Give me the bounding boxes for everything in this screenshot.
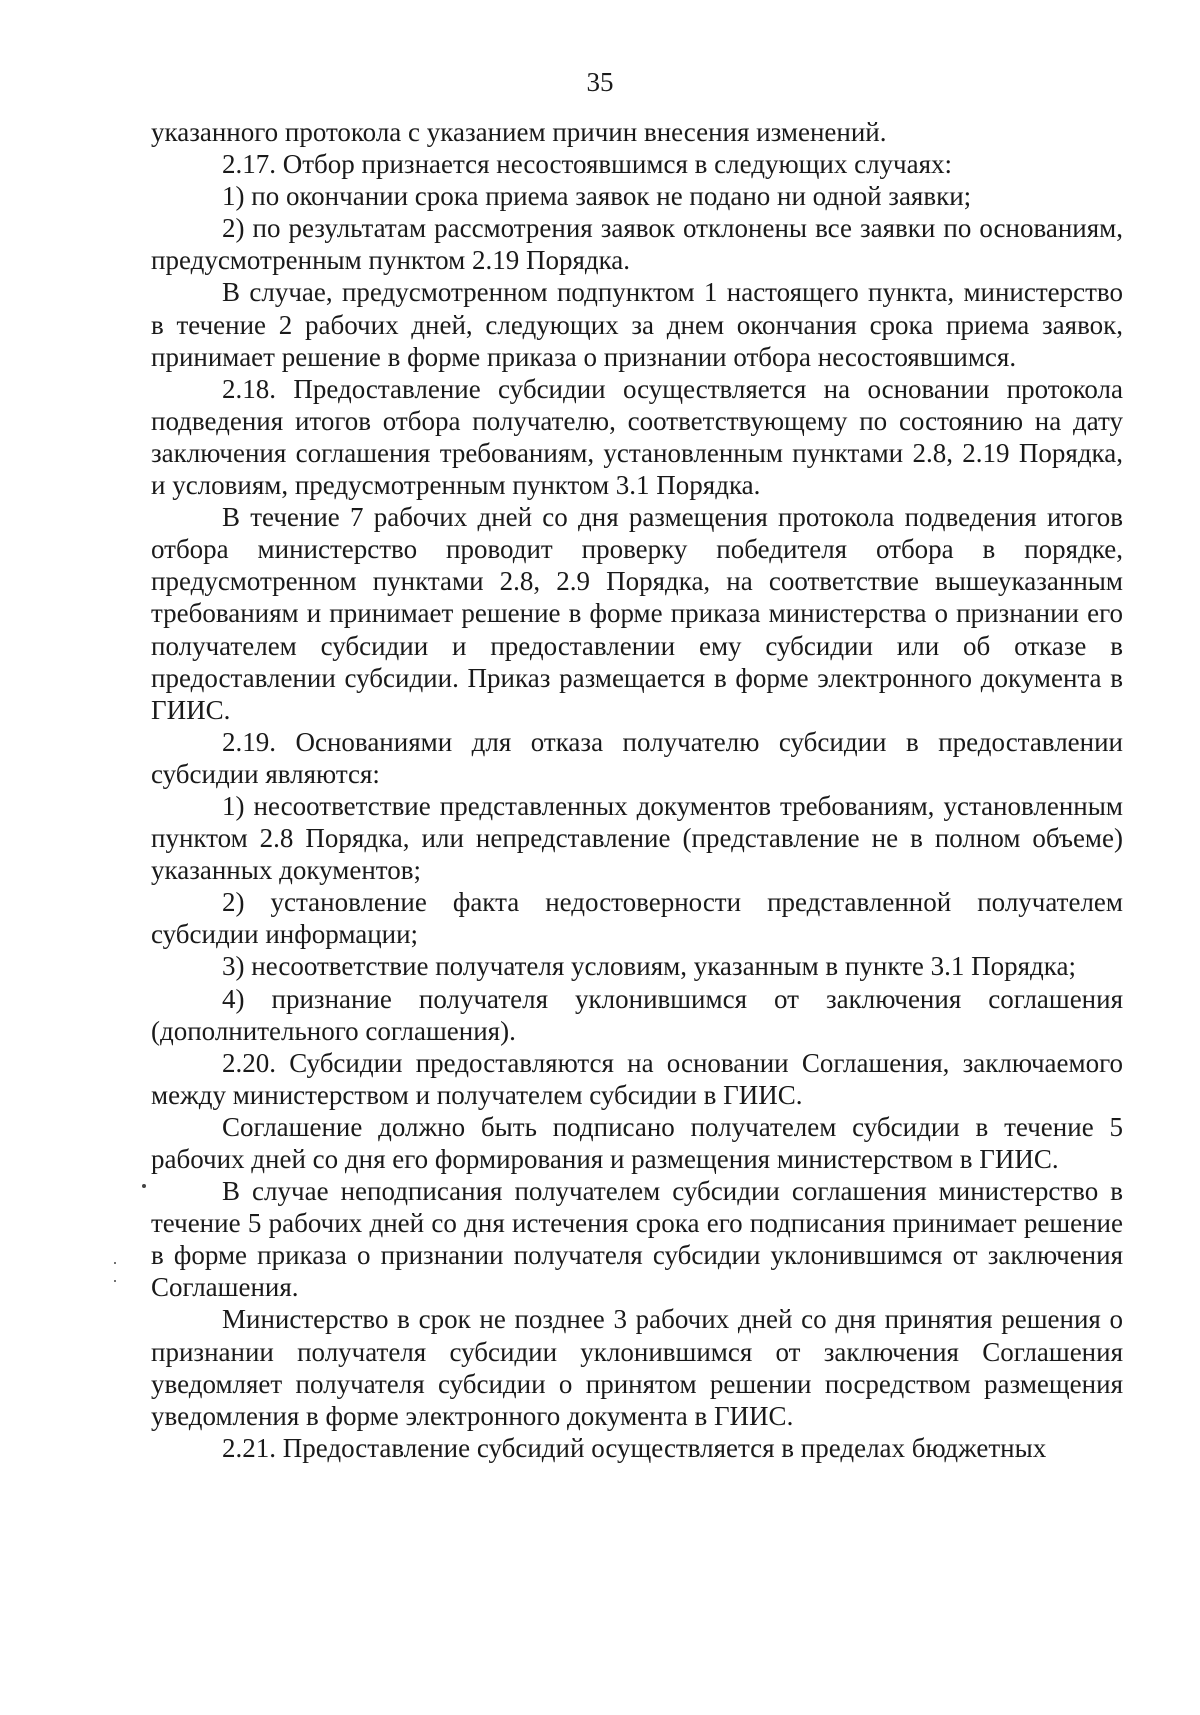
paragraph-clause-2-18-verification: В течение 7 рабочих дней со дня размещения протокола подведения итогов отбора министерство проводит проверку победителя отбора в порядке, предусмотренном пунктами 2.8, 2.9 Порядка, на соответствие вышеуказанным требованиям и принимает решение в форме приказа министерства о признании его получателем субсидии и предоставлении ему субсидии или об отказе в предоставлении субсидии. Приказ размещается в форме электронного документа в ГИИС. <box>151 502 1123 725</box>
paragraph-clause-2-19-item-2: 2) установление факта недостоверности представленной получателем субсидии информации; <box>151 887 1123 950</box>
paragraph-clause-2-19: 2.19. Основаниями для отказа получателю субсидии в предоставлении субсидии являются: <box>151 726 1123 789</box>
document-body <box>151 116 1123 1464</box>
paragraph-clause-2-17-case: В случае, предусмотренном подпунктом 1 настоящего пункта, министерство в течение 2 рабочих дней, следующих за днем окончания срока приема заявок, принимает решение в форме приказа о признании отбора несостоявшимся. <box>151 277 1123 372</box>
scan-speck <box>114 1280 116 1282</box>
paragraph-clause-2-17-item-2: 2) по результатам рассмотрения заявок отклонены все заявки по основаниям, предусмотренным пунктом 2.19 Порядка. <box>151 213 1123 276</box>
paragraph-non-signing: В случае неподписания получателем субсидии соглашения министерство в течение 5 рабочих дней со дня истечения срока его подписания принимает решение в форме приказа о признании получателя субсидии уклонившимся от заключения Соглашения. <box>151 1176 1123 1303</box>
paragraph-clause-2-19-item-1: 1) несоответствие представленных документов требованиям, установленным пунктом 2.8 Порядка, или непредставление (представление не в полном объеме) указанных документов; <box>151 790 1123 886</box>
paragraph-clause-2-19-item-3: 3) несоответствие получателя условиям, указанным в пункте 3.1 Порядка; <box>222 951 1076 982</box>
scan-speck <box>114 1262 116 1264</box>
paragraph-notification: Министерство в срок не позднее 3 рабочих дней со дня принятия решения о признании получателя субсидии уклонившимся от заключения Соглашения уведомляет получателя субсидии о принятом решении посредством размещения уведомления в форме электронного документа в ГИИС. <box>151 1304 1123 1431</box>
paragraph-clause-2-18: 2.18. Предоставление субсидии осуществляется на основании протокола подведения итогов отбора получателю, соответствующему по состоянию на дату заключения соглашения требованиям, установленным пунктами 2.8, 2.19 Порядка, и условиям, предусмотренным пунктом 3.1 Порядка. <box>151 373 1123 501</box>
paragraph-clause-2-20: 2.20. Субсидии предоставляются на основании Соглашения, заключаемого между министерством и получателем субсидии в ГИИС. <box>151 1047 1123 1110</box>
page-number: 35 <box>586 67 614 97</box>
paragraph-clause-2-17: 2.17. Отбор признается несостоявшимся в следующих случаях: <box>222 149 953 180</box>
paragraph-continuation: указанного протокола с указанием причин внесения изменений. <box>151 117 887 147</box>
paragraph-clause-2-19-item-4: 4) признание получателя уклонившимся от заключения соглашения (дополнительного соглашения). <box>151 983 1123 1046</box>
paragraph-clause-2-21: 2.21. Предоставление субсидий осуществляется в пределах бюджетных <box>222 1432 1047 1463</box>
scan-speck <box>142 1184 146 1188</box>
paragraph-agreement-signing: Соглашение должно быть подписано получателем субсидии в течение 5 рабочих дней со дня его формирования и размещения министерством в ГИИС. <box>151 1111 1123 1174</box>
paragraph-clause-2-17-item-1: 1) по окончании срока приема заявок не подано ни одной заявки; <box>222 181 972 212</box>
